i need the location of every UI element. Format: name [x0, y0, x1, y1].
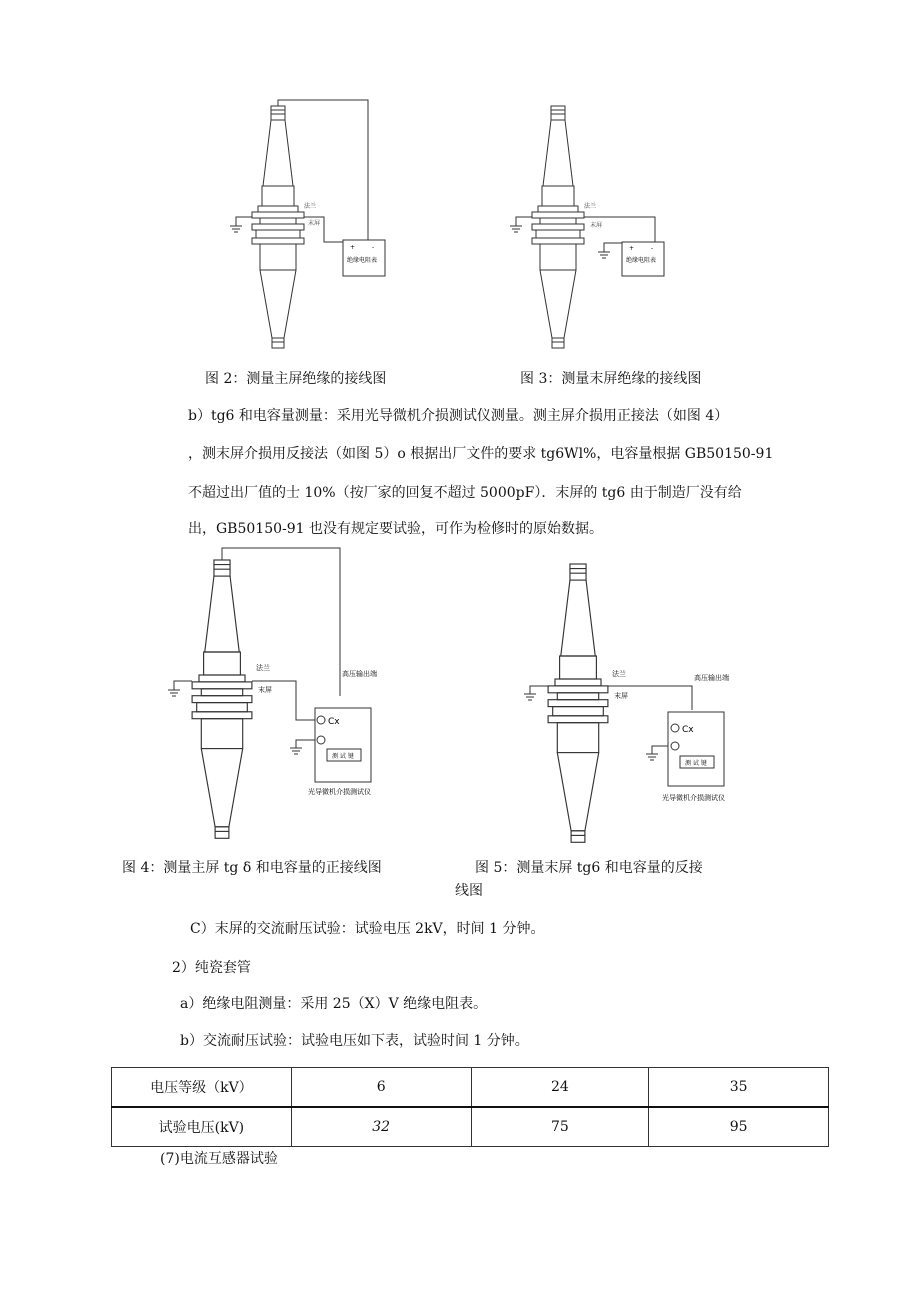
tap-tag: 末屏 — [590, 222, 603, 229]
flange-tag: 法兰 — [256, 664, 270, 672]
figure-4-diagram — [160, 548, 400, 848]
table-row — [112, 1107, 829, 1147]
section-2-heading: 2）纯瓷套管 — [172, 960, 251, 976]
pin-plus: + — [350, 244, 356, 251]
table-row — [112, 1068, 829, 1108]
tap-tag: 末屏 — [308, 220, 321, 227]
figure-5-diagram — [520, 560, 760, 850]
table-cell: 6 — [291, 1068, 471, 1108]
meter-label: 绝缘电阻表 — [347, 257, 378, 264]
device-label: 光导微机介损测试仪 — [308, 788, 371, 796]
test-key-label: 测 试 键 — [332, 753, 354, 760]
hv-output-label: 高压输出端 — [694, 674, 729, 682]
figure-2-diagram — [220, 100, 420, 355]
table-cell: 电压等级（kV） — [112, 1068, 292, 1108]
pin-minus: - — [651, 245, 654, 252]
test-key-label: 测 试 键 — [685, 760, 707, 767]
pin-minus: - — [372, 244, 375, 251]
voltage-table — [111, 1067, 829, 1147]
paragraph-c: C）末屏的交流耐压试验：试验电压 2kV，时间 1 分钟。 — [190, 921, 545, 937]
flange-tag: 法兰 — [584, 203, 597, 210]
figure-3-caption: 图 3：测量末屏绝缘的接线图 — [520, 371, 702, 387]
tap-tag: 末屏 — [258, 686, 272, 694]
figure-5-caption-line-1: 图 5：测量末屏 tg6 和电容量的反接 — [475, 860, 703, 876]
table-cell: 95 — [649, 1107, 829, 1147]
item-b: b）交流耐压试验：试验电压如下表，试验时间 1 分钟。 — [180, 1033, 529, 1049]
figure-4-caption: 图 4：测量主屏 tg δ 和电容量的正接线图 — [122, 860, 382, 876]
paragraph-b-line-3: 不超过出厂值的士 10%（按厂家的回复不超过 5000pF）．末屏的 tg6 由于制造厂没有给 — [188, 485, 742, 501]
flange-tag: 法兰 — [304, 203, 317, 210]
pin-plus: + — [629, 245, 635, 252]
device-label: 光导微机介损测试仪 — [662, 794, 725, 802]
table-cell: 32 — [291, 1107, 471, 1147]
table-cell: 24 — [471, 1068, 649, 1108]
flange-tag: 法兰 — [612, 670, 626, 678]
figure-2-caption: 图 2：测量主屏绝缘的接线图 — [205, 371, 387, 387]
figure-5-caption-line-2: 线图 — [455, 883, 483, 899]
paragraph-b-line-1: b）tg6 和电容量测量：采用光导微机介损测试仪测量。测主屏介损用正接法（如图 4） — [188, 408, 729, 424]
cx-label: Cx — [328, 717, 340, 727]
table-cell: 75 — [471, 1107, 649, 1147]
figure-3-diagram — [500, 100, 700, 355]
meter-label: 绝缘电阻表 — [626, 257, 657, 264]
table-cell: 35 — [649, 1068, 829, 1108]
hv-output-label: 高压输出端 — [342, 670, 377, 678]
paragraph-b-line-4: 出，GB50150-91 也没有规定要试验，可作为检修时的原始数据。 — [188, 521, 604, 537]
tap-tag: 末屏 — [614, 692, 628, 700]
paragraph-b-line-2: ，测末屏介损用反接法（如图 5）o 根据出厂文件的要求 tg6Wl%，电容量根据 GB50150-91 — [188, 446, 774, 462]
item-a: a）绝缘电阻测量：采用 25（X）V 绝缘电阻表。 — [180, 996, 488, 1012]
table-cell: 试验电压(kV) — [112, 1107, 292, 1147]
section-7-heading: (7)电流互感器试验 — [160, 1151, 278, 1167]
cx-label: Cx — [682, 725, 694, 735]
